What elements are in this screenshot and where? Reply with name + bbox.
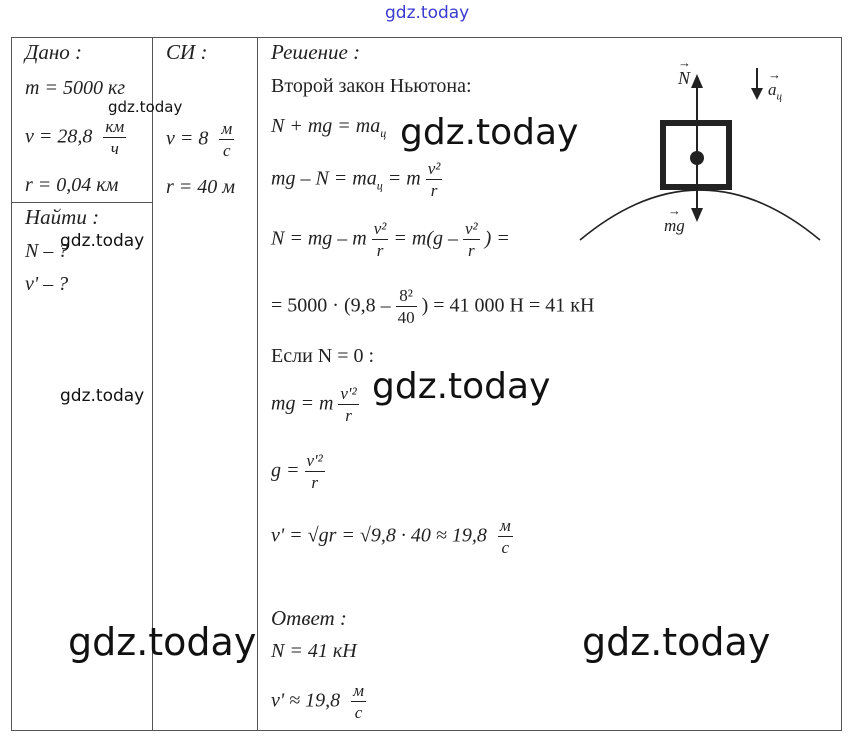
watermark: gdz.today	[400, 112, 579, 153]
find-item: N – ?	[25, 240, 69, 262]
watermark-top: gdz.today	[385, 3, 470, 23]
watermark: gdz.today	[582, 620, 771, 664]
si-speed: v = 8 $\frac{м}{с}$	[166, 119, 233, 161]
newton-law-title: Второй закон Ньютона:	[271, 75, 472, 97]
label-gravity: → mg	[664, 216, 685, 236]
find-item: v' – ?	[25, 273, 69, 295]
equation-vector: N + mg = $ma_ц$	[271, 115, 387, 140]
given-mass: m = 5000 кг	[25, 77, 126, 99]
watermark: gdz.today	[372, 366, 551, 407]
solution-header: Решение :	[271, 40, 361, 64]
given-radius: r = 0,04 км	[25, 174, 119, 196]
equation-speed: v' = √gr = √9,8 · 40 ≈ 19,8 $\frac{м}{с}$	[271, 516, 511, 558]
watermark: gdz.today	[108, 98, 183, 116]
label-normal: → N	[678, 68, 690, 89]
si-radius: r = 40 м	[166, 176, 236, 198]
answer-line: N = 41 кН	[271, 640, 357, 662]
equation-calculation: = 5000 · (9,8 – $\frac{\text{8²}}{40}$ ) = 41 000 Н = 41 кН	[271, 286, 595, 328]
column-divider	[257, 37, 258, 731]
watermark: gdz.today	[60, 231, 145, 251]
equation-g: g = $\frac{\text{v'²}}{r}$	[271, 451, 323, 493]
answer-line: v' ≈ 19,8 $\frac{м}{с}$	[271, 681, 364, 723]
find-header: Найти :	[25, 205, 100, 229]
watermark: gdz.today	[60, 386, 145, 406]
given-header: Дано :	[25, 40, 83, 64]
label-acceleration: → $a_ц$	[768, 80, 782, 102]
given-find-divider	[11, 202, 153, 203]
given-speed: v = 28,8 $\frac{км}{ч}$	[25, 117, 125, 159]
answer-header: Ответ :	[271, 606, 347, 630]
condition-line: Если N = 0 :	[271, 345, 375, 367]
equation-normal-force: N = mg – m $\frac{\text{v²}}{r}$ = m(g – $\frac{\text{v²}}{r}$ ) =	[271, 219, 510, 261]
force-diagram	[570, 60, 830, 250]
si-header: СИ :	[166, 40, 208, 64]
equation-projection: mg – $N = ma_ц = m$ $\frac{\text{v²}}{r}$	[271, 159, 441, 201]
watermark: gdz.today	[68, 620, 257, 664]
equation-zero-normal: mg = m $\frac{\text{v'²}}{r}$	[271, 384, 357, 426]
